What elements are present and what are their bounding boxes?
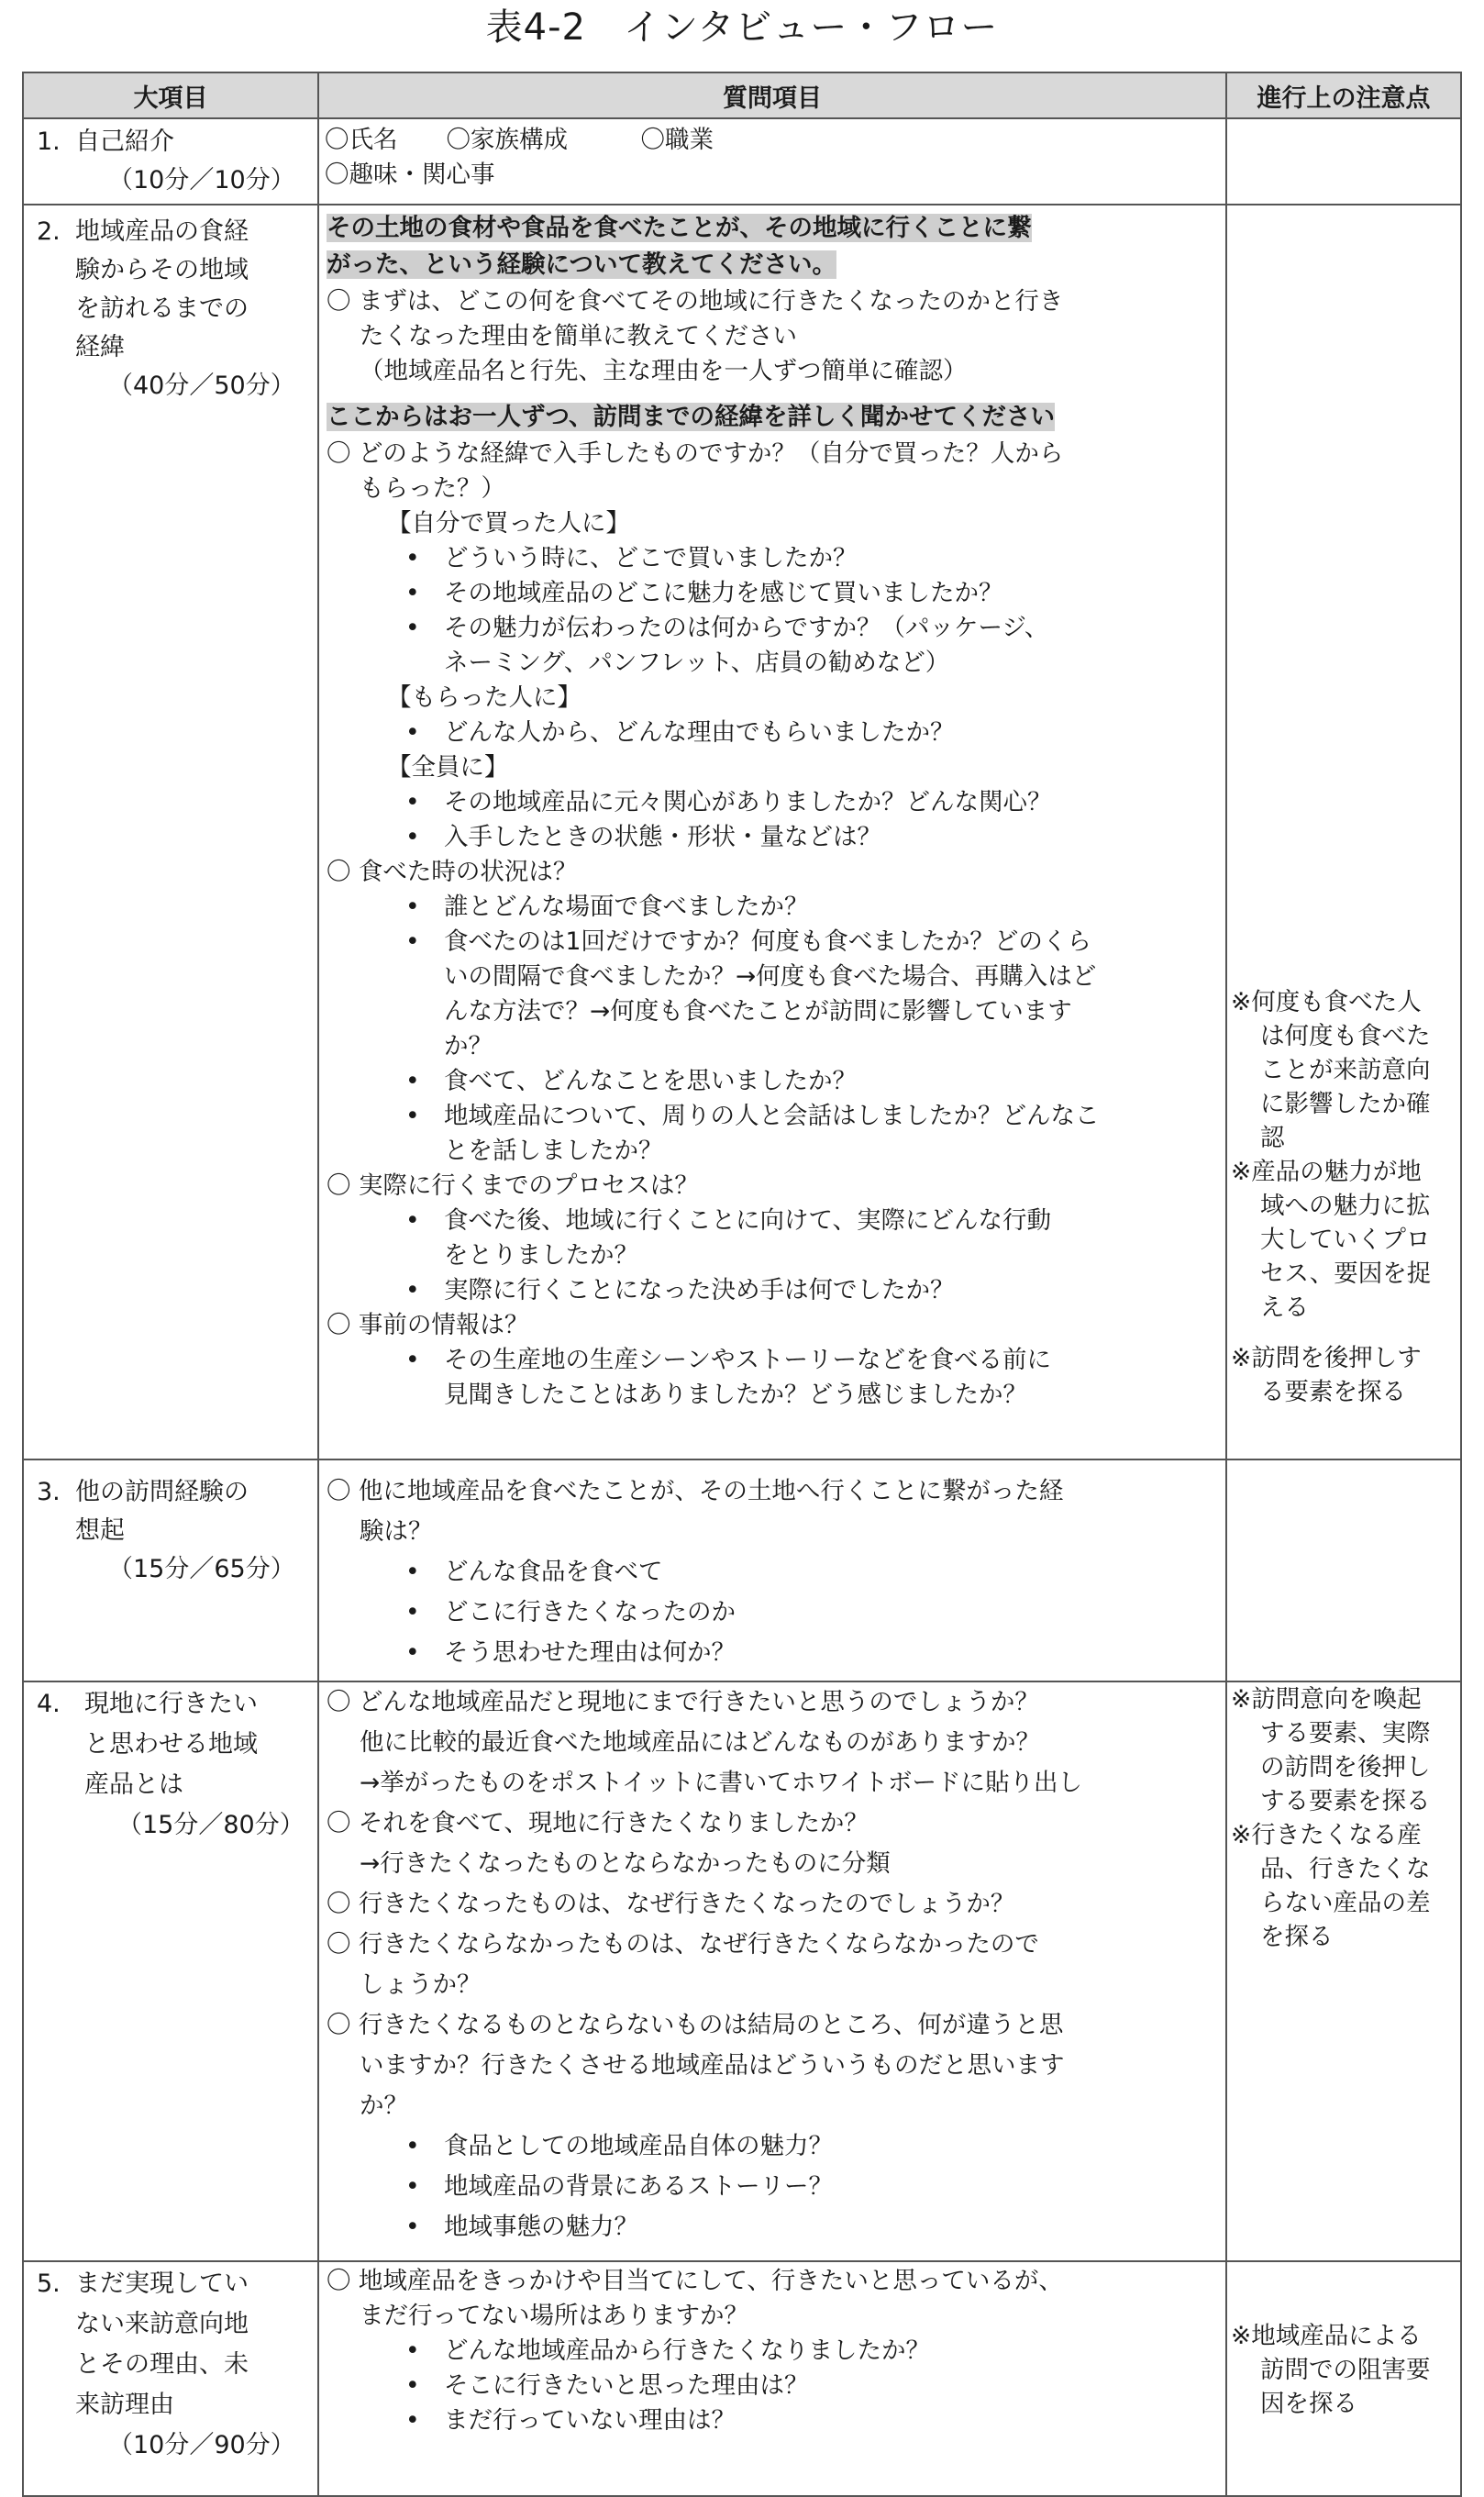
notes-cell — [1226, 2261, 1461, 2496]
category-label: を訪れるまでの — [75, 294, 249, 323]
list-item: • まだ行っていない理由は？ — [327, 2403, 1222, 2438]
time-label: （15分／65分） — [108, 1555, 295, 1583]
questions-cell — [318, 118, 1226, 205]
time-label: （15分／80分） — [117, 1811, 305, 1839]
question-line: もらった？） — [360, 474, 505, 503]
respondent-group: 【全員に】 — [387, 753, 509, 782]
list-item-continued: んな方法で？→何度も食べたことが訪問に影響しています — [444, 997, 1072, 1026]
category-cell — [23, 1459, 318, 1681]
notes-cell — [1226, 1681, 1461, 2261]
page-title: 表4-2 インタビュー・フロー — [485, 6, 999, 49]
list-item-continued: か？ — [444, 1032, 493, 1060]
list-item: • 地域産品について、周りの人と会話はしましたか？どんなこ — [327, 1099, 1222, 1134]
row-number: 5. — [37, 2269, 61, 2298]
notes-cell — [1226, 1459, 1461, 1681]
note-text: ※訪問意向を喚起 — [1231, 1685, 1422, 1714]
note-text: ※何度も食べた人 — [1231, 988, 1422, 1016]
question-line: 〇 実際に行くまでのプロセスは？ — [327, 1171, 699, 1200]
category-label: 験からその地域 — [75, 256, 249, 284]
time-label: （10分／10分） — [108, 166, 295, 194]
list-item: • 食べた後、地域に行くことに向けて、実際にどんな行動 — [327, 1204, 1222, 1238]
question-line: 他に比較的最近食べた地域産品にはどんなものがありますか？ — [360, 1728, 1040, 1757]
time-label: （10分／90分） — [108, 2431, 295, 2459]
category-cell — [23, 205, 318, 1459]
question-line: まだ行ってない場所はありますか？ — [360, 2302, 748, 2330]
row-number: 4. — [37, 1690, 61, 1718]
note-text: ※訪問を後押しす — [1231, 1344, 1422, 1372]
note-text: ※行きたくなる産 — [1231, 1821, 1422, 1849]
list-item-continued: いの間隔で食べましたか？→何度も食べた場合、再購入はど — [444, 962, 1097, 991]
question-line: 〇 どのような経緯で入手したものですか？（自分で買った？人から — [327, 439, 1064, 468]
question-line: 〇 行きたくならなかったものは、なぜ行きたくならなかったので — [327, 1930, 1039, 1959]
question-line: 〇 行きたくなるものとならないものは結局のところ、何が違うと思 — [327, 2011, 1064, 2039]
list-item: • 地域産品の背景にあるストーリー？ — [327, 2167, 1222, 2207]
category-label: 他の訪問経験の — [75, 1478, 249, 1506]
note-text: る要素を探る — [1260, 1378, 1406, 1406]
category-label: ない来訪意向地 — [75, 2310, 249, 2338]
question-line: 験は？ — [360, 1517, 433, 1546]
time-label: （40分／50分） — [108, 372, 295, 400]
question-line: 〇趣味・関心事 — [325, 161, 495, 189]
category-label: とその理由、未 — [75, 2350, 249, 2379]
respondent-group: 【自分で買った人に】 — [387, 509, 630, 538]
question-line: 〇 どんな地域産品だと現地にまで行きたいと思うのでしょうか？ — [327, 1688, 1039, 1716]
list-item: • どんな地域産品から行きたくなりましたか？ — [327, 2334, 1222, 2369]
note-text: 品、行きたくな — [1260, 1855, 1431, 1883]
category-label: と思わせる地域 — [84, 1730, 258, 1759]
list-item-continued: とを話しましたか？ — [444, 1137, 663, 1165]
category-label: 産品とは — [84, 1770, 183, 1799]
question-line: 〇 それを食べて、現地に行きたくなりましたか？ — [327, 1809, 869, 1837]
question-line: 〇 まずは、どこの何を食べてその地域に行きたくなったのかと行き — [327, 287, 1064, 316]
notes-cell — [1226, 205, 1461, 1459]
category-cell — [23, 1681, 318, 2261]
list-item-continued: ネーミング、パンフレット、店員の勧めなど） — [444, 649, 950, 677]
table-row — [23, 205, 1461, 1459]
note-text: 大していくプロ — [1260, 1226, 1431, 1254]
question-line: （地域産品名と行先、主な理由を一人ずつ簡単に確認） — [360, 357, 968, 385]
note-text: 認 — [1260, 1124, 1285, 1152]
note-text: ことが来訪意向 — [1260, 1056, 1431, 1084]
category-label: 現地に行きたい — [84, 1690, 258, 1718]
header-row — [23, 72, 1461, 118]
list-item: • その生産地の生産シーンやストーリーなどを食べる前に — [327, 1343, 1222, 1378]
table-row — [23, 1681, 1461, 2261]
list-item: • 入手したときの状態・形状・量などは？ — [327, 820, 1222, 855]
question-line: 〇 他に地域産品を食べたことが、その土地へ行くことに繋がった経 — [327, 1477, 1064, 1505]
list-item: • 食べたのは1回だけですか？何度も食べましたか？どのくら — [327, 925, 1222, 960]
question-line: か？ — [360, 2092, 408, 2120]
note-text: らない産品の差 — [1260, 1889, 1431, 1917]
questions-cell — [318, 2261, 1226, 2496]
list-item: • 食品としての地域産品自体の魅力？ — [327, 2126, 1222, 2167]
table-row — [23, 1459, 1461, 1681]
list-item: • その地域産品のどこに魅力を感じて買いましたか？ — [327, 576, 1222, 611]
interview-flow-table — [22, 72, 1462, 2497]
note-text: する要素を探る — [1260, 1787, 1431, 1815]
note-text: は何度も食べた — [1260, 1022, 1431, 1050]
category-cell — [23, 118, 318, 205]
note-text: する要素、実際 — [1260, 1719, 1431, 1748]
header-questions: 質問項目 — [318, 72, 1226, 118]
questions-cell — [318, 1681, 1226, 2261]
header-notes: 進行上の注意点 — [1226, 72, 1461, 118]
list-item: • どういう時に、どこで買いましたか？ — [327, 541, 1222, 576]
table-row — [23, 2261, 1461, 2496]
list-item: • どんな人から、どんな理由でもらいましたか？ — [327, 716, 1222, 750]
category-label: 地域産品の食経 — [75, 217, 249, 246]
list-item: • 食べて、どんなことを思いましたか？ — [327, 1064, 1222, 1099]
list-item: • どこに行きたくなったのか — [327, 1593, 1222, 1633]
list-item: • 誰とどんな場面で食べましたか？ — [327, 890, 1222, 925]
list-item: • どんな食品を食べて — [327, 1552, 1222, 1593]
note-text: える — [1260, 1293, 1309, 1322]
question-line: 〇 食べた時の状況は？ — [327, 858, 578, 886]
list-item: • 地域事態の魅力？ — [327, 2207, 1222, 2247]
category-label: 来訪理由 — [75, 2391, 174, 2419]
question-line: 〇氏名 〇家族構成 〇職業 — [325, 126, 714, 154]
question-line: いますか？行きたくさせる地域産品はどういうものだと思います — [360, 2051, 1065, 2080]
question-line: しょうか？ — [360, 1970, 482, 1999]
row-number: 1. — [37, 128, 61, 156]
question-line: たくなった理由を簡単に教えてください — [360, 322, 797, 350]
category-label: 経緯 — [75, 333, 125, 361]
note-text: 因を探る — [1260, 2390, 1357, 2418]
list-item: • その魅力が伝わったのは何からですか？（パッケージ、 — [327, 611, 1222, 646]
category-cell — [23, 2261, 318, 2496]
section-heading: その土地の食材や食品を食べたことが、その地域に行くことに繋 — [327, 214, 1032, 242]
question-line: 〇 行きたくなったものは、なぜ行きたくなったのでしょうか？ — [327, 1890, 1015, 1918]
row-number: 3. — [37, 1478, 61, 1506]
question-line: →挙がったものをポストイットに書いてホワイトボードに貼り出し — [360, 1769, 1083, 1797]
list-item: • そこに行きたいと思った理由は？ — [327, 2369, 1222, 2403]
notes-cell — [1226, 118, 1461, 205]
list-item-continued: 見聞きしたことはありましたか？どう感じましたか？ — [444, 1381, 1027, 1409]
category-label: 想起 — [75, 1516, 125, 1545]
note-text: を探る — [1260, 1923, 1334, 1951]
list-item: • 実際に行くことになった決め手は何でしたか？ — [327, 1273, 1222, 1308]
questions-cell — [318, 1459, 1226, 1681]
category-label: 自己紹介 — [75, 128, 174, 156]
table-row — [23, 118, 1461, 205]
note-text: 域への魅力に拡 — [1260, 1192, 1431, 1220]
section-heading: ここからはお一人ずつ、訪問までの経緯を詳しく聞かせてください — [327, 403, 1055, 431]
question-line: →行きたくなったものとならなかったものに分類 — [360, 1849, 891, 1878]
row-number: 2. — [37, 217, 61, 246]
note-text: 訪問での阻害要 — [1260, 2356, 1431, 2384]
list-item: • その地域産品に元々関心がありましたか？どんな関心？ — [327, 785, 1222, 820]
note-text: ※産品の魅力が地 — [1231, 1158, 1422, 1186]
question-line: 〇 事前の情報は？ — [327, 1311, 529, 1339]
note-text: セス、要因を捉 — [1260, 1260, 1432, 1288]
respondent-group: 【もらった人に】 — [387, 683, 581, 712]
section-heading: がった、という経験について教えてください。 — [327, 250, 836, 279]
note-text: ※地域産品による — [1231, 2322, 1422, 2350]
question-line: 〇 地域産品をきっかけや目当てにして、行きたいと思っているが、 — [327, 2267, 1063, 2295]
note-text: の訪問を後押し — [1260, 1753, 1431, 1781]
list-item-continued: をとりましたか？ — [444, 1241, 638, 1270]
category-label: まだ実現してい — [75, 2269, 249, 2298]
list-item: • そう思わせた理由は何か？ — [327, 1633, 1222, 1673]
note-text: に影響したか確 — [1260, 1090, 1431, 1118]
header-category: 大項目 — [23, 72, 318, 118]
questions-cell — [318, 205, 1226, 1459]
